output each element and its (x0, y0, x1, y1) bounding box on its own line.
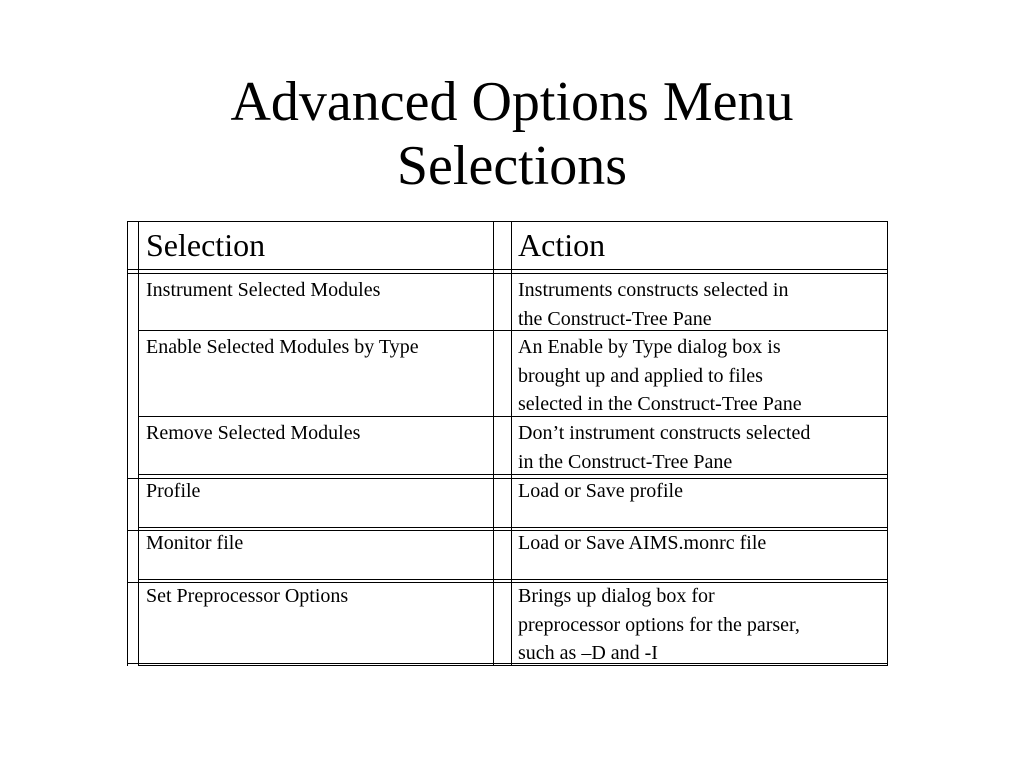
options-table (127, 221, 888, 666)
row-4-action-line-1: Load or Save profile (518, 480, 683, 502)
row-3-action (518, 419, 810, 476)
row-6-selection: Set Preprocessor Options (146, 585, 349, 607)
header-rule-2 (127, 273, 888, 274)
row-2-action (518, 333, 802, 419)
row-4-selection: Profile (146, 480, 201, 502)
row-3-action-line-2: in the Construct-Tree Pane (518, 450, 733, 473)
table-border-left-inner (138, 221, 139, 666)
row-2-action-line-2: brought up and applied to files (518, 364, 763, 387)
row-2-action-line-1: An Enable by Type dialog box is (518, 336, 781, 358)
row-5-selection: Monitor file (146, 532, 244, 554)
row-3-action-line-1: Don’t instrument constructs selected (518, 422, 811, 444)
row-rule-5a (138, 579, 888, 580)
row-4-action (518, 477, 683, 506)
row-2-action-line-3: selected in the Construct-Tree Pane (518, 393, 802, 415)
row-6-action-line-1: Brings up dialog box for (518, 585, 715, 607)
row-rule-3b (127, 478, 888, 479)
header-action: Action (518, 227, 606, 263)
table-border-top (127, 221, 888, 222)
row-1-action-line-2: the Construct-Tree Pane (518, 307, 712, 330)
row-3-selection: Remove Selected Modules (146, 422, 361, 444)
title-line-2: Selections (396, 135, 628, 197)
row-rule-4a (138, 527, 888, 528)
row-1-selection: Instrument Selected Modules (146, 279, 381, 301)
column-divider-2 (511, 221, 512, 666)
row-6-action-line-3: such as –D and -I (518, 642, 658, 664)
row-6-action-line-2: preprocessor options for the parser, (518, 613, 800, 636)
row-5-action-line-1: Load or Save AIMS.monrc file (518, 532, 767, 554)
row-6-action (518, 582, 800, 668)
column-divider-1 (493, 221, 494, 666)
row-1-action-line-1: Instruments constructs selected in (518, 279, 789, 301)
header-selection: Selection (146, 227, 266, 263)
row-5-action (518, 529, 766, 558)
table-border-left-outer (127, 221, 128, 666)
table-border-right (887, 221, 888, 666)
row-2-selection: Enable Selected Modules by Type (146, 336, 419, 358)
title-line-1: Advanced Options Menu (230, 71, 794, 133)
slide-title (0, 70, 1024, 198)
header-rule-1 (127, 269, 888, 270)
row-1-action (518, 276, 789, 333)
